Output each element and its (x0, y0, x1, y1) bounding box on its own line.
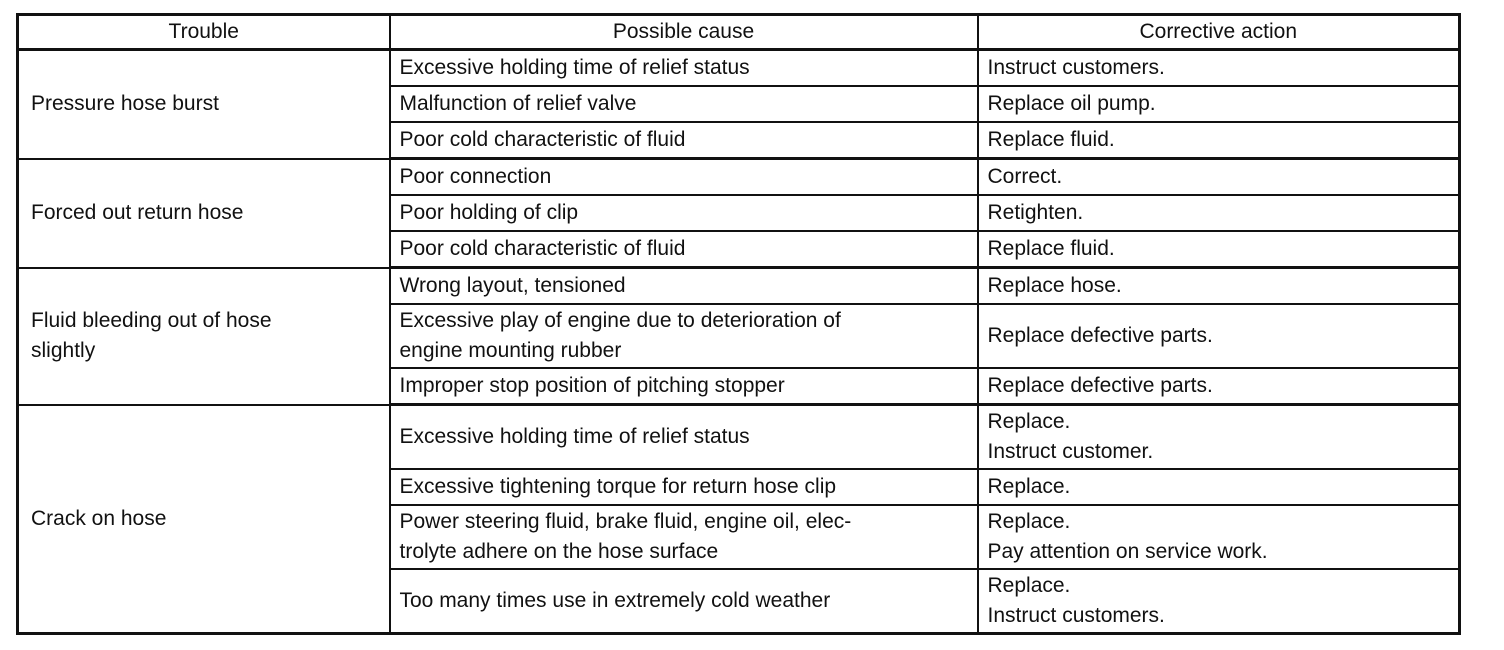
action-cell (978, 505, 1460, 569)
header-trouble: Trouble (18, 15, 390, 50)
cause-line: engine mounting rubber (399, 339, 622, 362)
cause-cell: Poor cold characteristic of fluid (390, 122, 978, 159)
action-cell: Correct. (978, 159, 1460, 196)
cause-cell: Poor connection (390, 159, 978, 196)
action-cell: Replace fluid. (978, 122, 1460, 159)
cause-cell: Excessive tightening torque for return hose clip (390, 469, 978, 505)
action-cell: Replace fluid. (978, 231, 1460, 268)
action-line: Replace. (987, 510, 1071, 533)
cause-cell: Excessive holding time of relief status (390, 50, 978, 87)
action-cell: Replace defective parts. (978, 368, 1460, 405)
header-possible-cause: Possible cause (390, 15, 978, 50)
action-line: Replace. (987, 410, 1071, 433)
cause-cell: Wrong layout, tensioned (390, 268, 978, 305)
trouble-cell (18, 268, 390, 405)
action-cell (978, 569, 1460, 634)
cause-line: Power steering fluid, brake fluid, engine oil, elec- (399, 510, 852, 533)
table-row (18, 50, 1460, 87)
action-line: Pay attention on service work. (987, 540, 1268, 563)
cause-cell: Improper stop position of pitching stopper (390, 368, 978, 405)
header-row (18, 15, 1460, 50)
trouble-cell: Pressure hose burst (18, 50, 390, 159)
cause-cell: Excessive holding time of relief status (390, 405, 978, 470)
action-cell: Instruct customers. (978, 50, 1460, 87)
action-cell (978, 405, 1460, 470)
action-cell: Replace defective parts. (978, 304, 1460, 368)
action-line: Instruct customers. (987, 604, 1165, 627)
action-cell: Replace. (978, 469, 1460, 505)
cause-line: Excessive play of engine due to deterioration of (399, 309, 841, 332)
action-line: Replace. (987, 574, 1071, 597)
cause-cell: Malfunction of relief valve (390, 86, 978, 122)
cause-line: trolyte adhere on the hose surface (399, 540, 719, 563)
action-cell: Replace hose. (978, 268, 1460, 305)
action-cell: Retighten. (978, 195, 1460, 231)
troubleshooting-table (16, 13, 1461, 635)
cause-cell (390, 505, 978, 569)
trouble-line: slightly (31, 339, 96, 362)
action-cell: Replace oil pump. (978, 86, 1460, 122)
table-row (18, 268, 1460, 305)
trouble-line: Fluid bleeding out of hose (31, 309, 272, 332)
header-corrective-action: Corrective action (978, 15, 1460, 50)
table-row (18, 405, 1460, 470)
cause-cell: Poor cold characteristic of fluid (390, 231, 978, 268)
trouble-cell: Forced out return hose (18, 159, 390, 268)
cause-cell (390, 304, 978, 368)
cause-cell: Too many times use in extremely cold weather (390, 569, 978, 634)
action-line: Instruct customer. (987, 440, 1154, 463)
table-row (18, 159, 1460, 196)
trouble-cell: Crack on hose (18, 405, 390, 634)
cause-cell: Poor holding of clip (390, 195, 978, 231)
